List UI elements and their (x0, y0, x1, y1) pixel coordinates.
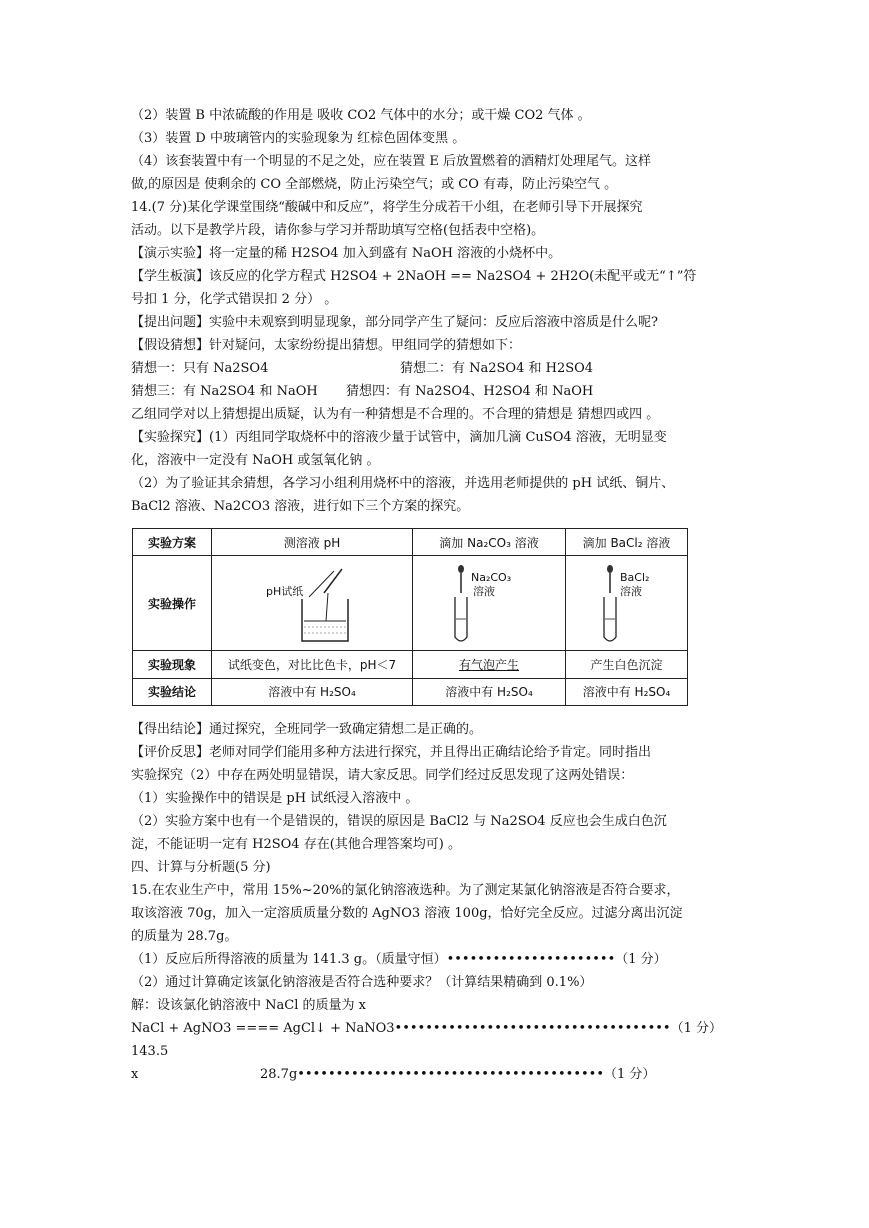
table-cell: 溶液中有 H₂SO₄ (212, 678, 413, 706)
text-line: 【假设猜想】针对疑问，太家纷纷提出猜想。甲组同学的猜想如下： (131, 338, 522, 353)
text-line: 做,的原因是 使剩余的 CO 全部燃烧，防止污染空气；或 CO 有毒，防止污染空气 。 (131, 177, 618, 192)
hypothesis-1: 猜想一：只有 Na2SO4 (131, 361, 269, 376)
na2co3-label-2: 溶液 (473, 585, 495, 599)
section-heading: 四、计算与分析题(5 分) (131, 860, 271, 875)
test-tube-icon (566, 557, 690, 649)
ph-paper-label: pH试纸 (266, 585, 304, 599)
table-cell (413, 651, 566, 678)
text-line: 乙组同学对以上猜想提出质疑，认为有一种猜想是不合理的。不合理的猜想是 猜想四或四 。 (131, 407, 660, 422)
na2co3-label: Na₂CO₃ (471, 571, 512, 585)
text-line: （3）装置 D 中玻璃管内的实验现象为 红棕色固体变黑 。 (131, 131, 466, 146)
hypothesis-3: 猜想三：有 Na2SO4 和 NaOH (131, 384, 318, 399)
hypothesis-4: 猜想四：有 Na2SO4、H2SO4 和 NaOH (346, 384, 594, 399)
answer-blank: 有气泡产生 (458, 657, 519, 672)
text-line: （2）装置 B 中浓硫酸的作用是 吸收 CO2 气体中的水分；或干燥 CO2 气体 。 (131, 108, 591, 123)
text-line: （1）实验操作中的错误是 pH 试纸浸入溶液中 。 (131, 791, 419, 806)
text-line: 解：设该氯化钠溶液中 NaCl 的质量为 x (131, 998, 366, 1013)
text-line: 【提出问题】实验中未观察到明显现象，部分同学产生了疑问：反应后溶液中溶质是什么呢? (131, 315, 658, 330)
experiment-table (132, 528, 688, 706)
beaker-icon (212, 557, 412, 649)
hypothesis-2: 猜想二：有 Na2SO4 和 H2SO4 (400, 361, 594, 376)
equation-line: NaCl + AgNO3 ==== AgCl↓ + NaNO3••••••••••••••••••••••••••••••••••••（1 分） (131, 1021, 722, 1036)
text-line: 【得出结论】通过探究，全班同学一致确定猜想二是正确的。 (131, 722, 483, 737)
text-line: 【演示实验】将一定量的稀 H2SO4 加入到盛有 NaOH 溶液的小烧杯中。 (131, 246, 562, 261)
question-15-intro: 15.在农业生产中，常用 15%~20%的氯化钠溶液选种。为了测定某氯化钠溶液是否符合要求， (131, 883, 680, 898)
table-row-label: 实验现象 (133, 651, 212, 678)
text-line: （2）为了验证其余猜想，各学习小组利用烧杯中的溶液，并选用老师提供的 pH 试纸、铜片、 (131, 476, 675, 491)
text-line: 143.5 (131, 1044, 169, 1059)
text-line: （4）该套装置中有一个明显的不足之处，应在装置 E 后放置燃着的酒精灯处理尾气。这样 (131, 154, 652, 169)
table-row-label: 实验操作 (133, 556, 212, 651)
text-line: 的质量为 28.7g。 (131, 929, 238, 944)
text-line: 活动。以下是教学片段，请你参与学习并帮助填写空格(包括表中空格)。 (131, 223, 545, 238)
text-line: （2）实验方案中也有一个是错误的，错误的原因是 BaCl2 与 Na2SO4 反应也会生成白色沉 (131, 814, 667, 829)
table-cell: 试纸变色，对比比色卡，pH＜7 (212, 651, 413, 678)
text-line: （2）通过计算确定该氯化钠溶液是否符合选种要求？（计算结果精确到 0.1%） (131, 975, 593, 990)
bacl2-cell (566, 556, 688, 651)
table-header-cell: 实验方案 (133, 529, 212, 556)
text-line: BaCl2 溶液、Na2CO3 溶液，进行如下三个方案的探究。 (131, 499, 470, 514)
question-14-intro: 14.(7 分)某化学课堂围绕“酸碱中和反应”，将学生分成若干小组，在老师引导下开展探究 (131, 200, 643, 215)
text-line: 取该溶液 70g，加入一定溶质质量分数的 AgNO3 溶液 100g，恰好完全反应。过滤分离出沉淀 (131, 906, 683, 921)
table-header-cell: 滴加 Na₂CO₃ 溶液 (413, 529, 566, 556)
text-line: 【学生板演】该反应的化学方程式 H2SO4 + 2NaOH == Na2SO4 + 2H2O(未配平或无“↑”符 (131, 269, 697, 284)
text-line: x (131, 1067, 139, 1082)
table-cell: 溶液中有 H₂SO₄ (413, 678, 566, 706)
text-line: 实验探究（2）中存在两处明显错误，请大家反思。同学们经过反思发现了这两处错误： (131, 768, 634, 783)
text-line: 淀，不能证明一定有 H2SO4 存在(其他合理答案均可) 。 (131, 837, 461, 852)
test-tube-icon (413, 557, 565, 649)
table-row-label: 实验结论 (133, 678, 212, 706)
table-header-cell: 滴加 BaCl₂ 溶液 (566, 529, 688, 556)
na2co3-cell (413, 556, 566, 651)
text-line: （1）反应后所得溶液的质量为 141.3 g。（质量守恒）••••••••••••••••••••••（1 分） (131, 952, 667, 967)
table-cell: 溶液中有 H₂SO₄ (566, 678, 688, 706)
table-header-cell: 测溶液 pH (212, 529, 413, 556)
text-line: 【实验探究】(1）丙组同学取烧杯中的溶液少量于试管中，滴加几滴 CuSO4 溶液，无明显变 (131, 430, 667, 445)
bacl2-label-2: 溶液 (620, 585, 642, 599)
text-line: 号扣 1 分，化学式错误扣 2 分） 。 (131, 292, 338, 307)
table-cell: 产生白色沉淀 (566, 651, 688, 678)
text-line: 化，溶液中一定没有 NaOH 或氢氧化钠 。 (131, 453, 380, 468)
ph-test-cell (212, 556, 413, 651)
text-line: 28.7g••••••••••••••••••••••••••••••••••••••••（1 分） (260, 1067, 656, 1082)
text-line: 【评价反思】老师对同学们能用多种方法进行探究，并且得出正确结论给予肯定。同时指出 (131, 745, 652, 760)
bacl2-label: BaCl₂ (620, 571, 650, 585)
